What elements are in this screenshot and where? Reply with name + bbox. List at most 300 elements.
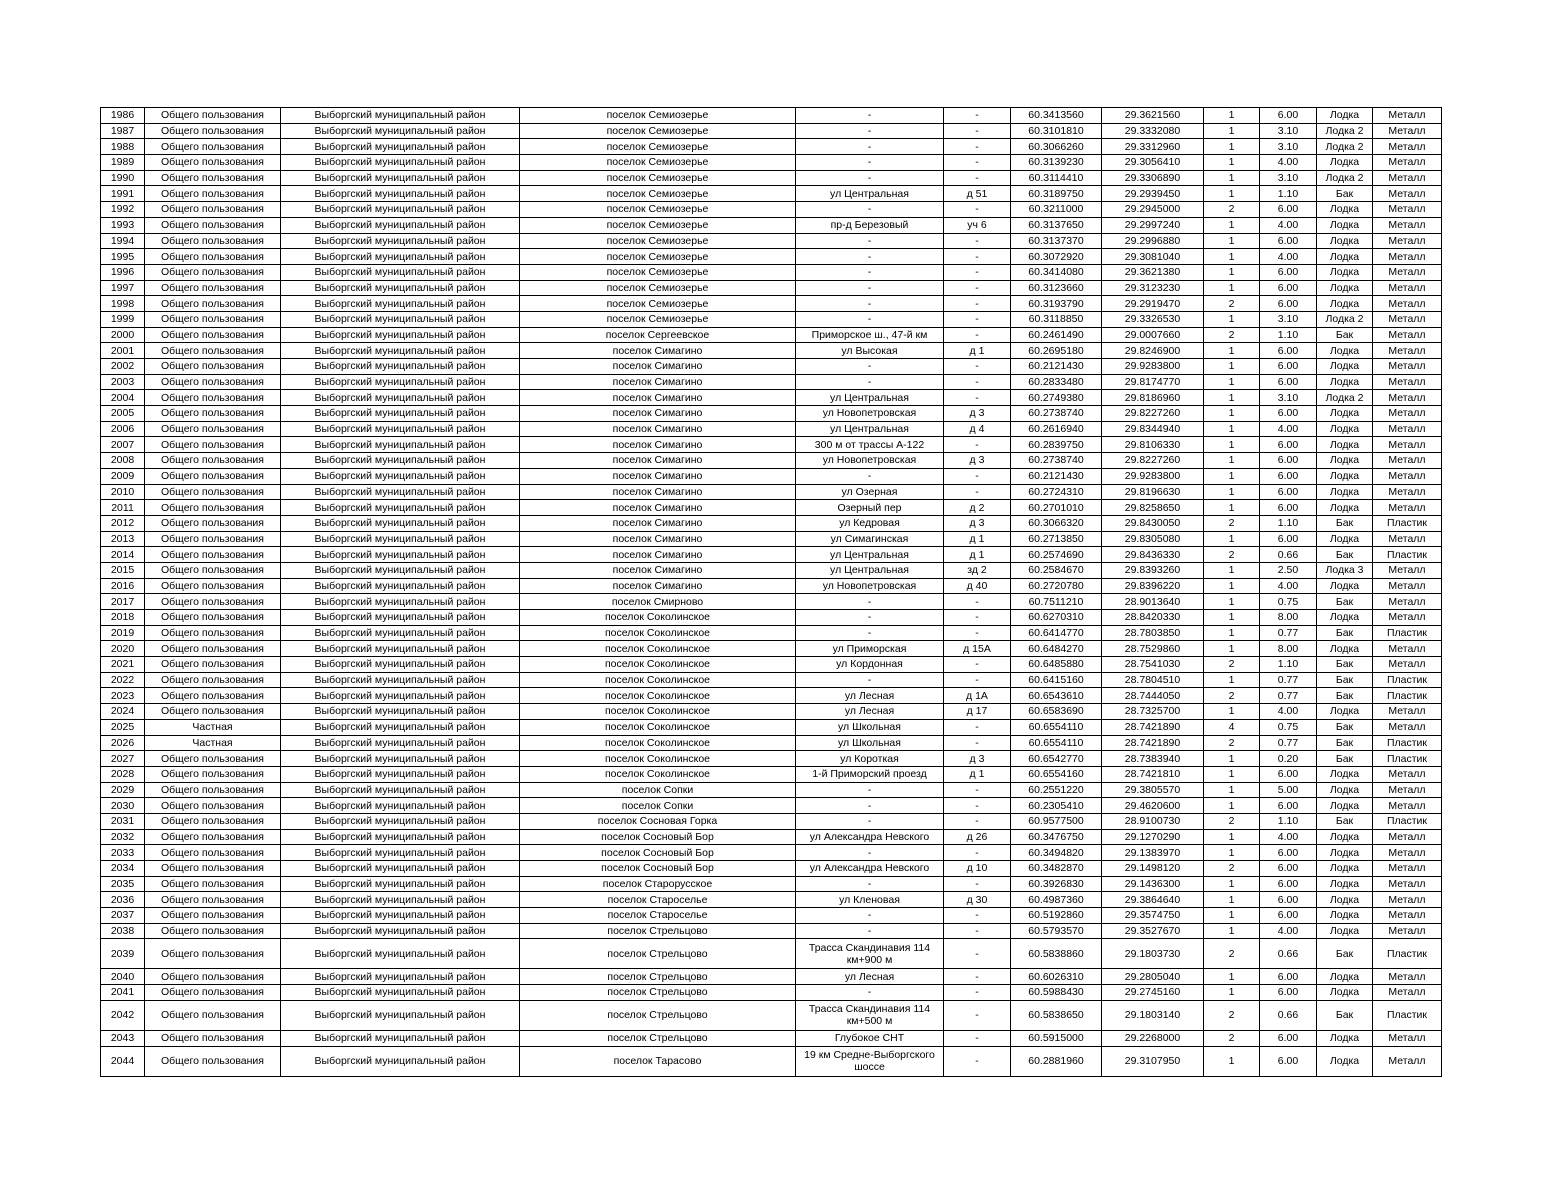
cell-settlement: поселок Семиозерье (520, 249, 796, 265)
cell-house: д 15А (944, 641, 1011, 657)
cell-usage-type: Общего пользования (145, 704, 281, 720)
cell-latitude: 60.2713850 (1011, 531, 1102, 547)
table-row (101, 453, 1442, 469)
table-row (101, 311, 1442, 327)
cell-latitude: 60.2749380 (1011, 390, 1102, 406)
cell-container-type: Лодка (1317, 374, 1373, 390)
cell-district: Выборгский муниципальный район (281, 108, 520, 124)
cell-district: Выборгский муниципальный район (281, 861, 520, 877)
cell-longitude: 29.3312960 (1102, 139, 1204, 155)
cell-district: Выборгский муниципальный район (281, 390, 520, 406)
cell-house: д 3 (944, 453, 1011, 469)
cell-volume: 3.10 (1260, 139, 1317, 155)
cell-usage-type: Общего пользования (145, 782, 281, 798)
cell-volume: 0.66 (1260, 1000, 1317, 1030)
cell-house: д 30 (944, 892, 1011, 908)
cell-row-number: 2031 (101, 813, 145, 829)
cell-street: 300 м от трассы А-122 (796, 437, 944, 453)
cell-volume: 4.00 (1260, 704, 1317, 720)
table-row (101, 155, 1442, 171)
cell-row-number: 1997 (101, 280, 145, 296)
cell-house: - (944, 1030, 1011, 1046)
cell-street: - (796, 311, 944, 327)
cell-container-type: Лодка (1317, 704, 1373, 720)
cell-volume: 4.00 (1260, 923, 1317, 939)
cell-longitude: 29.9283800 (1102, 468, 1204, 484)
cell-material: Металл (1373, 296, 1442, 312)
cell-house: - (944, 327, 1011, 343)
cell-material: Металл (1373, 343, 1442, 359)
cell-longitude: 28.7803850 (1102, 625, 1204, 641)
cell-volume: 6.00 (1260, 845, 1317, 861)
cell-district: Выборгский муниципальный район (281, 766, 520, 782)
cell-volume: 6.00 (1260, 296, 1317, 312)
table-row (101, 939, 1442, 969)
cell-street: ул Новопетровская (796, 453, 944, 469)
cell-longitude: 29.8227260 (1102, 406, 1204, 422)
cell-container-type: Лодка 2 (1317, 311, 1373, 327)
cell-settlement: поселок Соколинское (520, 610, 796, 626)
cell-longitude: 29.3326530 (1102, 311, 1204, 327)
cell-settlement: поселок Симагино (520, 437, 796, 453)
cell-street: ул Новопетровская (796, 406, 944, 422)
cell-material: Металл (1373, 798, 1442, 814)
cell-house: д 1 (944, 547, 1011, 563)
cell-container-count: 1 (1204, 578, 1260, 594)
cell-container-count: 1 (1204, 798, 1260, 814)
cell-latitude: 60.3123660 (1011, 280, 1102, 296)
cell-row-number: 2010 (101, 484, 145, 500)
cell-material: Металл (1373, 500, 1442, 516)
cell-street: - (796, 155, 944, 171)
cell-street: - (796, 625, 944, 641)
cell-district: Выборгский муниципальный район (281, 1000, 520, 1030)
cell-longitude: 28.9100730 (1102, 813, 1204, 829)
table-row (101, 421, 1442, 437)
cell-material: Металл (1373, 311, 1442, 327)
cell-district: Выборгский муниципальный район (281, 782, 520, 798)
cell-house: - (944, 845, 1011, 861)
cell-district: Выборгский муниципальный район (281, 296, 520, 312)
cell-row-number: 2042 (101, 1000, 145, 1030)
cell-district: Выборгский муниципальный район (281, 798, 520, 814)
cell-row-number: 2036 (101, 892, 145, 908)
cell-latitude: 60.2881960 (1011, 1046, 1102, 1076)
cell-material: Пластик (1373, 515, 1442, 531)
table-row (101, 782, 1442, 798)
table-row (101, 202, 1442, 218)
cell-volume: 4.00 (1260, 578, 1317, 594)
cell-latitude: 60.4987360 (1011, 892, 1102, 908)
cell-container-type: Бак (1317, 672, 1373, 688)
cell-settlement: поселок Сосновый Бор (520, 829, 796, 845)
cell-row-number: 2028 (101, 766, 145, 782)
cell-settlement: поселок Семиозерье (520, 264, 796, 280)
cell-street: - (796, 908, 944, 924)
cell-material: Металл (1373, 233, 1442, 249)
cell-house: - (944, 123, 1011, 139)
cell-usage-type: Общего пользования (145, 139, 281, 155)
cell-latitude: 60.3066260 (1011, 139, 1102, 155)
cell-settlement: поселок Староселье (520, 892, 796, 908)
cell-usage-type: Общего пользования (145, 296, 281, 312)
cell-material: Пластик (1373, 735, 1442, 751)
cell-row-number: 1993 (101, 217, 145, 233)
cell-latitude: 60.2720780 (1011, 578, 1102, 594)
cell-latitude: 60.2461490 (1011, 327, 1102, 343)
cell-container-count: 1 (1204, 108, 1260, 124)
table-row (101, 845, 1442, 861)
cell-house: д 26 (944, 829, 1011, 845)
cell-settlement: поселок Староселье (520, 908, 796, 924)
cell-latitude: 60.5793570 (1011, 923, 1102, 939)
table-row (101, 861, 1442, 877)
cell-latitude: 60.3072920 (1011, 249, 1102, 265)
cell-latitude: 60.3482870 (1011, 861, 1102, 877)
cell-usage-type: Общего пользования (145, 939, 281, 969)
cell-district: Выборгский муниципальный район (281, 594, 520, 610)
cell-container-count: 1 (1204, 751, 1260, 767)
cell-usage-type: Общего пользования (145, 578, 281, 594)
cell-row-number: 2006 (101, 421, 145, 437)
cell-district: Выборгский муниципальный район (281, 672, 520, 688)
cell-volume: 6.00 (1260, 1046, 1317, 1076)
cell-house: - (944, 1000, 1011, 1030)
cell-container-type: Лодка (1317, 531, 1373, 547)
cell-container-count: 2 (1204, 515, 1260, 531)
cell-material: Металл (1373, 1030, 1442, 1046)
cell-house: д 3 (944, 406, 1011, 422)
table-row (101, 829, 1442, 845)
cell-usage-type: Общего пользования (145, 453, 281, 469)
cell-volume: 6.00 (1260, 500, 1317, 516)
cell-street: - (796, 249, 944, 265)
cell-container-type: Лодка (1317, 406, 1373, 422)
cell-district: Выборгский муниципальный район (281, 327, 520, 343)
cell-settlement: поселок Симагино (520, 453, 796, 469)
cell-longitude: 29.8186960 (1102, 390, 1204, 406)
cell-street: - (796, 170, 944, 186)
cell-usage-type: Общего пользования (145, 641, 281, 657)
cell-material: Металл (1373, 374, 1442, 390)
cell-usage-type: Общего пользования (145, 1046, 281, 1076)
cell-district: Выборгский муниципальный район (281, 923, 520, 939)
cell-longitude: 29.3123230 (1102, 280, 1204, 296)
cell-row-number: 2020 (101, 641, 145, 657)
cell-container-count: 1 (1204, 186, 1260, 202)
cell-material: Металл (1373, 719, 1442, 735)
cell-material: Металл (1373, 468, 1442, 484)
cell-volume: 6.00 (1260, 531, 1317, 547)
cell-settlement: поселок Стрельцово (520, 1030, 796, 1046)
cell-volume: 6.00 (1260, 969, 1317, 985)
cell-row-number: 2024 (101, 704, 145, 720)
cell-street: - (796, 108, 944, 124)
cell-container-type: Лодка (1317, 202, 1373, 218)
cell-latitude: 60.2584670 (1011, 562, 1102, 578)
cell-volume: 6.00 (1260, 343, 1317, 359)
cell-volume: 6.00 (1260, 892, 1317, 908)
cell-settlement: поселок Соколинское (520, 704, 796, 720)
cell-latitude: 60.6554110 (1011, 719, 1102, 735)
cell-volume: 6.00 (1260, 798, 1317, 814)
cell-container-count: 1 (1204, 170, 1260, 186)
cell-container-count: 1 (1204, 453, 1260, 469)
cell-settlement: поселок Смирново (520, 594, 796, 610)
cell-container-type: Лодка 2 (1317, 170, 1373, 186)
cell-house: - (944, 249, 1011, 265)
table-row (101, 735, 1442, 751)
cell-container-type: Бак (1317, 688, 1373, 704)
cell-longitude: 29.8344940 (1102, 421, 1204, 437)
cell-street: ул Кедровая (796, 515, 944, 531)
cell-container-type: Бак (1317, 735, 1373, 751)
cell-latitude: 60.9577500 (1011, 813, 1102, 829)
cell-container-type: Лодка (1317, 359, 1373, 375)
cell-street: - (796, 374, 944, 390)
cell-house: д 2 (944, 500, 1011, 516)
cell-container-type: Лодка (1317, 233, 1373, 249)
cell-row-number: 2013 (101, 531, 145, 547)
cell-latitude: 60.6543610 (1011, 688, 1102, 704)
cell-house: д 3 (944, 515, 1011, 531)
cell-container-count: 1 (1204, 766, 1260, 782)
table-row (101, 280, 1442, 296)
cell-volume: 0.77 (1260, 688, 1317, 704)
cell-container-type: Лодка (1317, 845, 1373, 861)
table-row (101, 625, 1442, 641)
cell-container-type: Лодка (1317, 969, 1373, 985)
cell-house: уч 6 (944, 217, 1011, 233)
cell-volume: 5.00 (1260, 782, 1317, 798)
cell-usage-type: Общего пользования (145, 985, 281, 1001)
cell-district: Выборгский муниципальный район (281, 751, 520, 767)
cell-latitude: 60.5915000 (1011, 1030, 1102, 1046)
cell-container-count: 1 (1204, 123, 1260, 139)
cell-street: - (796, 594, 944, 610)
cell-row-number: 1996 (101, 264, 145, 280)
cell-house: - (944, 468, 1011, 484)
cell-volume: 6.00 (1260, 437, 1317, 453)
cell-container-type: Бак (1317, 186, 1373, 202)
cell-district: Выборгский муниципальный район (281, 641, 520, 657)
cell-volume: 1.10 (1260, 813, 1317, 829)
cell-material: Металл (1373, 829, 1442, 845)
cell-usage-type: Общего пользования (145, 359, 281, 375)
cell-material: Металл (1373, 876, 1442, 892)
cell-street: - (796, 202, 944, 218)
cell-container-type: Лодка (1317, 641, 1373, 657)
cell-material: Металл (1373, 170, 1442, 186)
cell-street: ул Лесная (796, 969, 944, 985)
cell-row-number: 2038 (101, 923, 145, 939)
cell-street: ул Высокая (796, 343, 944, 359)
cell-house: - (944, 985, 1011, 1001)
cell-container-type: Бак (1317, 751, 1373, 767)
cell-container-count: 1 (1204, 876, 1260, 892)
cell-container-count: 1 (1204, 217, 1260, 233)
cell-house: - (944, 657, 1011, 673)
cell-district: Выборгский муниципальный район (281, 359, 520, 375)
cell-container-count: 1 (1204, 610, 1260, 626)
cell-settlement: поселок Тарасово (520, 1046, 796, 1076)
cell-volume: 1.10 (1260, 327, 1317, 343)
cell-district: Выборгский муниципальный район (281, 264, 520, 280)
cell-district: Выборгский муниципальный район (281, 249, 520, 265)
cell-volume: 8.00 (1260, 610, 1317, 626)
cell-material: Металл (1373, 641, 1442, 657)
cell-container-type: Бак (1317, 939, 1373, 969)
table-row (101, 610, 1442, 626)
cell-row-number: 2025 (101, 719, 145, 735)
table-row (101, 908, 1442, 924)
cell-container-count: 1 (1204, 829, 1260, 845)
cell-row-number: 2032 (101, 829, 145, 845)
cell-longitude: 29.8174770 (1102, 374, 1204, 390)
cell-latitude: 60.3114410 (1011, 170, 1102, 186)
table-row (101, 139, 1442, 155)
cell-district: Выборгский муниципальный район (281, 610, 520, 626)
cell-row-number: 2041 (101, 985, 145, 1001)
cell-longitude: 29.3864640 (1102, 892, 1204, 908)
cell-settlement: поселок Сосновый Бор (520, 861, 796, 877)
cell-material: Металл (1373, 437, 1442, 453)
cell-district: Выборгский муниципальный район (281, 845, 520, 861)
cell-longitude: 29.8393260 (1102, 562, 1204, 578)
cell-container-type: Бак (1317, 515, 1373, 531)
cell-container-count: 2 (1204, 657, 1260, 673)
table-row (101, 1046, 1442, 1076)
cell-volume: 4.00 (1260, 829, 1317, 845)
cell-settlement: поселок Сергеевское (520, 327, 796, 343)
cell-container-count: 1 (1204, 531, 1260, 547)
cell-district: Выборгский муниципальный район (281, 233, 520, 249)
cell-usage-type: Общего пользования (145, 186, 281, 202)
cell-row-number: 2040 (101, 969, 145, 985)
cell-settlement: поселок Семиозерье (520, 123, 796, 139)
cell-usage-type: Общего пользования (145, 876, 281, 892)
cell-longitude: 29.3107950 (1102, 1046, 1204, 1076)
cell-longitude: 29.3527670 (1102, 923, 1204, 939)
cell-settlement: поселок Симагино (520, 531, 796, 547)
cell-latitude: 60.3926830 (1011, 876, 1102, 892)
cell-row-number: 1994 (101, 233, 145, 249)
cell-material: Металл (1373, 249, 1442, 265)
cell-material: Пластик (1373, 547, 1442, 563)
cell-longitude: 29.1383970 (1102, 845, 1204, 861)
cell-street: ул Центральная (796, 562, 944, 578)
cell-container-count: 2 (1204, 547, 1260, 563)
cell-volume: 6.00 (1260, 453, 1317, 469)
cell-material: Металл (1373, 969, 1442, 985)
cell-house: - (944, 939, 1011, 969)
cell-material: Пластик (1373, 1000, 1442, 1030)
cell-row-number: 2039 (101, 939, 145, 969)
cell-row-number: 1987 (101, 123, 145, 139)
cell-latitude: 60.6554110 (1011, 735, 1102, 751)
cell-house: д 3 (944, 751, 1011, 767)
cell-settlement: поселок Семиозерье (520, 155, 796, 171)
cell-row-number: 2004 (101, 390, 145, 406)
table-row (101, 327, 1442, 343)
cell-usage-type: Общего пользования (145, 923, 281, 939)
cell-row-number: 1990 (101, 170, 145, 186)
table-body (101, 108, 1442, 1077)
cell-volume: 1.10 (1260, 186, 1317, 202)
cell-latitude: 60.6485880 (1011, 657, 1102, 673)
table-row (101, 468, 1442, 484)
cell-row-number: 1992 (101, 202, 145, 218)
cell-settlement: поселок Симагино (520, 578, 796, 594)
cell-district: Выборгский муниципальный район (281, 562, 520, 578)
cell-container-type: Лодка (1317, 343, 1373, 359)
cell-latitude: 60.2738740 (1011, 406, 1102, 422)
cell-usage-type: Общего пользования (145, 500, 281, 516)
cell-container-type: Лодка (1317, 249, 1373, 265)
cell-district: Выборгский муниципальный район (281, 170, 520, 186)
cell-row-number: 2019 (101, 625, 145, 641)
cell-district: Выборгский муниципальный район (281, 735, 520, 751)
table-row (101, 437, 1442, 453)
table-row (101, 766, 1442, 782)
cell-house: - (944, 155, 1011, 171)
cell-volume: 3.10 (1260, 311, 1317, 327)
cell-district: Выборгский муниципальный район (281, 202, 520, 218)
cell-container-count: 2 (1204, 861, 1260, 877)
cell-volume: 6.00 (1260, 359, 1317, 375)
cell-street: - (796, 123, 944, 139)
cell-container-count: 1 (1204, 468, 1260, 484)
cell-usage-type: Общего пользования (145, 594, 281, 610)
cell-usage-type: Общего пользования (145, 108, 281, 124)
cell-volume: 0.77 (1260, 672, 1317, 688)
cell-settlement: поселок Симагино (520, 500, 796, 516)
cell-street: - (796, 782, 944, 798)
cell-usage-type: Частная (145, 719, 281, 735)
cell-longitude: 28.7421810 (1102, 766, 1204, 782)
cell-longitude: 29.1270290 (1102, 829, 1204, 845)
cell-material: Металл (1373, 280, 1442, 296)
cell-container-count: 1 (1204, 249, 1260, 265)
cell-latitude: 60.3494820 (1011, 845, 1102, 861)
table-row (101, 108, 1442, 124)
cell-street: - (796, 923, 944, 939)
cell-longitude: 29.3056410 (1102, 155, 1204, 171)
table-row (101, 657, 1442, 673)
cell-settlement: поселок Симагино (520, 562, 796, 578)
cell-settlement: поселок Соколинское (520, 766, 796, 782)
cell-settlement: поселок Соколинское (520, 625, 796, 641)
cell-volume: 6.00 (1260, 108, 1317, 124)
cell-usage-type: Общего пользования (145, 390, 281, 406)
cell-latitude: 60.6554160 (1011, 766, 1102, 782)
cell-settlement: поселок Семиозерье (520, 139, 796, 155)
cell-settlement: поселок Сосновый Бор (520, 845, 796, 861)
cell-longitude: 29.2268000 (1102, 1030, 1204, 1046)
cell-street: - (796, 672, 944, 688)
cell-district: Выборгский муниципальный район (281, 1046, 520, 1076)
cell-volume: 6.00 (1260, 908, 1317, 924)
cell-volume: 1.10 (1260, 657, 1317, 673)
cell-settlement: поселок Сопки (520, 798, 796, 814)
cell-container-count: 1 (1204, 343, 1260, 359)
cell-street: Глубокое СНТ (796, 1030, 944, 1046)
cell-longitude: 29.1803140 (1102, 1000, 1204, 1030)
cell-volume: 6.00 (1260, 374, 1317, 390)
cell-latitude: 60.3189750 (1011, 186, 1102, 202)
cell-settlement: поселок Стрельцово (520, 923, 796, 939)
cell-house: - (944, 1046, 1011, 1076)
